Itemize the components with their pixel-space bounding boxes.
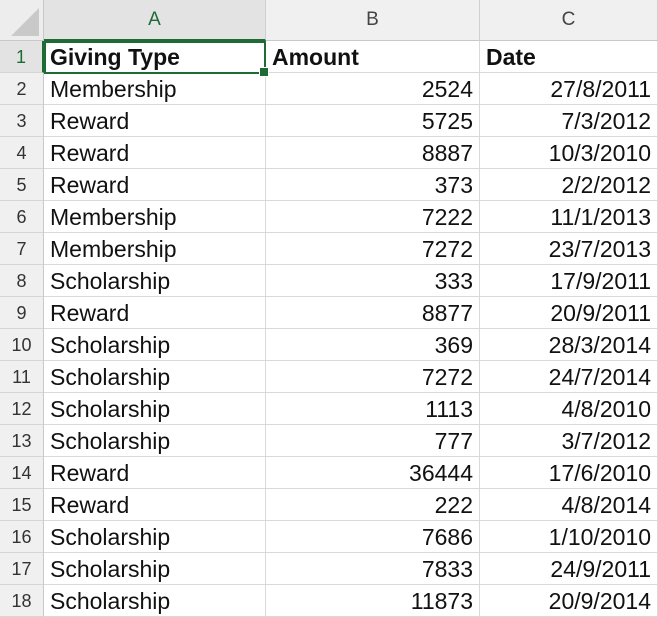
cell-b4-amount[interactable]: 8887 — [266, 137, 480, 169]
row-header-4[interactable]: 4 — [0, 137, 44, 169]
cell-a1-giving-type[interactable]: Giving Type — [44, 41, 266, 73]
row-header-9[interactable]: 9 — [0, 297, 44, 329]
row-header-17[interactable]: 17 — [0, 553, 44, 585]
cell-b11-amount[interactable]: 7272 — [266, 361, 480, 393]
row-header-6[interactable]: 6 — [0, 201, 44, 233]
row-header-12[interactable]: 12 — [0, 393, 44, 425]
cell-b5-amount[interactable]: 373 — [266, 169, 480, 201]
cell-b15-amount[interactable]: 222 — [266, 489, 480, 521]
cell-b7-amount[interactable]: 7272 — [266, 233, 480, 265]
row-header-5[interactable]: 5 — [0, 169, 44, 201]
cell-b8-amount[interactable]: 333 — [266, 265, 480, 297]
row-header-3[interactable]: 3 — [0, 105, 44, 137]
cell-a5-giving-type[interactable]: Reward — [44, 169, 266, 201]
cell-c8-date[interactable]: 17/9/2011 — [480, 265, 658, 297]
row-header-8[interactable]: 8 — [0, 265, 44, 297]
row-header-1[interactable]: 1 — [0, 41, 44, 73]
cell-c13-date[interactable]: 3/7/2012 — [480, 425, 658, 457]
row-header-2[interactable]: 2 — [0, 73, 44, 105]
cell-a6-giving-type[interactable]: Membership — [44, 201, 266, 233]
cell-c17-date[interactable]: 24/9/2011 — [480, 553, 658, 585]
cell-c18-date[interactable]: 20/9/2014 — [480, 585, 658, 617]
cell-c1-date[interactable]: Date — [480, 41, 658, 73]
cell-a9-giving-type[interactable]: Reward — [44, 297, 266, 329]
column-header-c[interactable]: C — [480, 0, 658, 41]
select-all-corner[interactable] — [0, 0, 44, 41]
cell-a17-giving-type[interactable]: Scholarship — [44, 553, 266, 585]
row-header-15[interactable]: 15 — [0, 489, 44, 521]
cell-c9-date[interactable]: 20/9/2011 — [480, 297, 658, 329]
cell-a13-giving-type[interactable]: Scholarship — [44, 425, 266, 457]
cell-c6-date[interactable]: 11/1/2013 — [480, 201, 658, 233]
cell-b3-amount[interactable]: 5725 — [266, 105, 480, 137]
cell-b9-amount[interactable]: 8877 — [266, 297, 480, 329]
cell-a14-giving-type[interactable]: Reward — [44, 457, 266, 489]
cell-b10-amount[interactable]: 369 — [266, 329, 480, 361]
cell-b2-amount[interactable]: 2524 — [266, 73, 480, 105]
cell-a8-giving-type[interactable]: Scholarship — [44, 265, 266, 297]
cell-a11-giving-type[interactable]: Scholarship — [44, 361, 266, 393]
cell-c4-date[interactable]: 10/3/2010 — [480, 137, 658, 169]
row-header-7[interactable]: 7 — [0, 233, 44, 265]
cell-b13-amount[interactable]: 777 — [266, 425, 480, 457]
row-header-18[interactable]: 18 — [0, 585, 44, 617]
row-header-11[interactable]: 11 — [0, 361, 44, 393]
cell-a3-giving-type[interactable]: Reward — [44, 105, 266, 137]
cell-c11-date[interactable]: 24/7/2014 — [480, 361, 658, 393]
cell-c12-date[interactable]: 4/8/2010 — [480, 393, 658, 425]
column-header-a[interactable]: A — [44, 0, 266, 41]
select-all-triangle-icon — [11, 8, 39, 36]
cell-c3-date[interactable]: 7/3/2012 — [480, 105, 658, 137]
cell-a12-giving-type[interactable]: Scholarship — [44, 393, 266, 425]
cell-a4-giving-type[interactable]: Reward — [44, 137, 266, 169]
cell-c15-date[interactable]: 4/8/2014 — [480, 489, 658, 521]
cell-c10-date[interactable]: 28/3/2014 — [480, 329, 658, 361]
cell-c5-date[interactable]: 2/2/2012 — [480, 169, 658, 201]
cell-a16-giving-type[interactable]: Scholarship — [44, 521, 266, 553]
cell-b1-amount[interactable]: Amount — [266, 41, 480, 73]
cell-a2-giving-type[interactable]: Membership — [44, 73, 266, 105]
cell-b12-amount[interactable]: 1113 — [266, 393, 480, 425]
cell-b18-amount[interactable]: 11873 — [266, 585, 480, 617]
column-header-b[interactable]: B — [266, 0, 480, 41]
row-header-16[interactable]: 16 — [0, 521, 44, 553]
cell-c14-date[interactable]: 17/6/2010 — [480, 457, 658, 489]
cell-b16-amount[interactable]: 7686 — [266, 521, 480, 553]
row-header-14[interactable]: 14 — [0, 457, 44, 489]
cell-a7-giving-type[interactable]: Membership — [44, 233, 266, 265]
row-header-13[interactable]: 13 — [0, 425, 44, 457]
cell-b17-amount[interactable]: 7833 — [266, 553, 480, 585]
cell-c2-date[interactable]: 27/8/2011 — [480, 73, 658, 105]
cell-c7-date[interactable]: 23/7/2013 — [480, 233, 658, 265]
cell-a10-giving-type[interactable]: Scholarship — [44, 329, 266, 361]
row-header-10[interactable]: 10 — [0, 329, 44, 361]
cell-a18-giving-type[interactable]: Scholarship — [44, 585, 266, 617]
cell-a15-giving-type[interactable]: Reward — [44, 489, 266, 521]
cell-b14-amount[interactable]: 36444 — [266, 457, 480, 489]
cell-b6-amount[interactable]: 7222 — [266, 201, 480, 233]
cell-c16-date[interactable]: 1/10/2010 — [480, 521, 658, 553]
